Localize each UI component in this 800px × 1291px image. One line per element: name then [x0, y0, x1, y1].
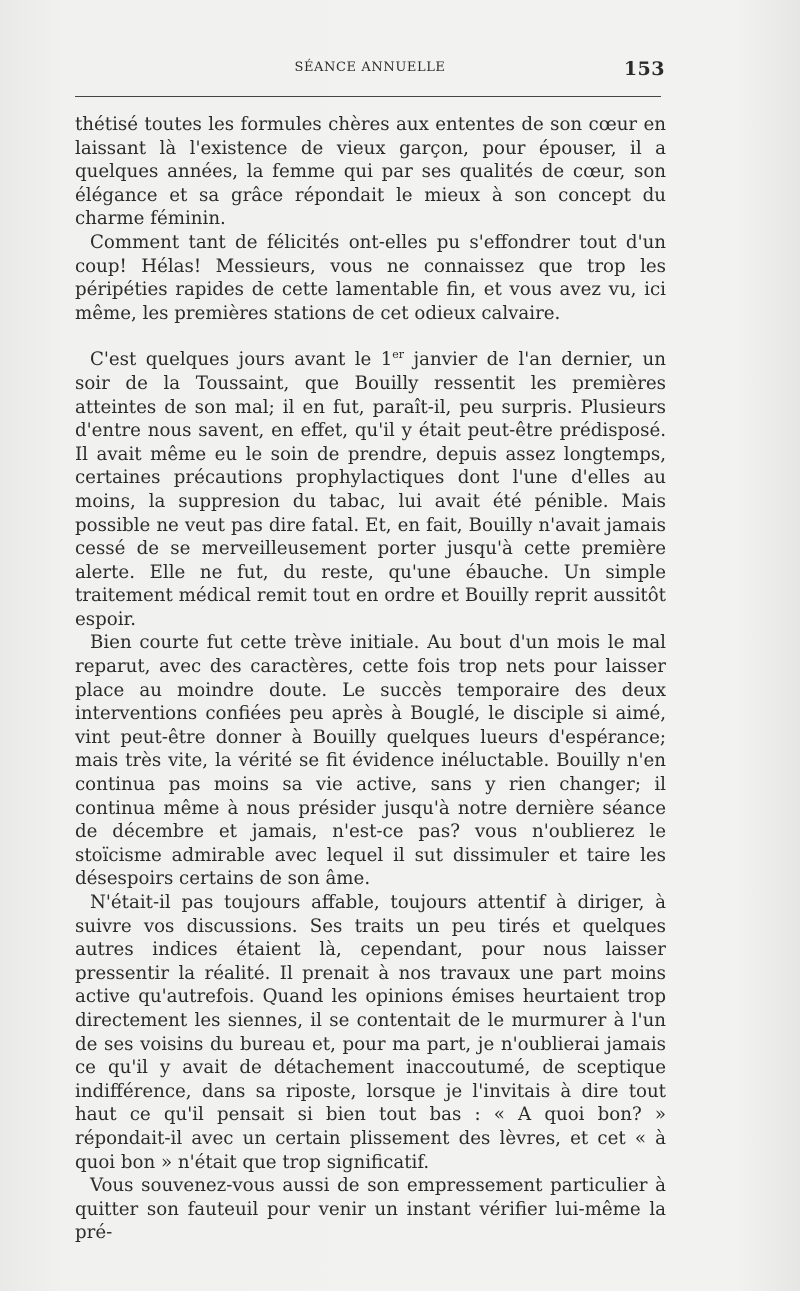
paragraph-continued: thétisé toutes les formules chères aux ententes de son cœur en laissant là l'existence de vieux garçon, pour épouser, il a quelques années, la femme qui par ses qualités de cœur, son élégance et sa grâce répondait le mieux à son concept du charme féminin.	[75, 114, 666, 230]
ordinal-superscript: er	[392, 348, 405, 362]
running-head: SÉANCE ANNUELLE	[294, 60, 446, 75]
page-header	[75, 58, 665, 82]
paragraph-with-date	[75, 348, 666, 631]
paragraph: N'était-il pas toujours affable, toujours attentif à diriger, à suivre vos discussions. Ses traits un peu tirés et quelques autres indices étaient là, cependant, pour nous laisser pressentir la réalité. Il prenait à nos travaux une part moins active qu'autrefois. Quand les opinions émises heurtaient trop directement les siennes, il se contentait de le murmurer à l'un de ses voisins du bureau et, pour ma part, je n'oublierai jamais ce qu'il y avait de détachement inaccoutumé, de sceptique indifférence, dans sa riposte, lorsque je l'invitais à dire tout haut ce qu'il pensait si bien tout bas : « A quoi bon? » répondait-il avec un certain plissement des lèvres, et cet « à quoi bon » n'était que trop significatif.	[75, 892, 666, 1173]
page-number: 153	[623, 58, 665, 80]
paragraph: Comment tant de félicités ont-elles pu s'effondrer tout d'un coup! Hélas! Messieurs, vous ne connaissez que trop les péripéties rapides de cette lamentable fin, et vous avez vu, ici même, les premières stations de cet odieux calvaire.	[75, 231, 666, 324]
paragraph-text-start: C'est quelques jours avant le 1	[90, 349, 393, 371]
header-rule	[75, 96, 661, 97]
paragraph: Bien courte fut cette trève initiale. Au bout d'un mois le mal reparut, avec des caractères, cette fois trop nets pour laisser place au moindre doute. Le succès temporaire des deux interventions confiées peu après à Bouglé, le disciple si aimé, vint peut-être donner à Bouilly quelques lueurs d'espérance; mais très vite, la vérité se fit évidence inéluctable. Bouilly n'en continua pas moins sa vie active, sans y rien changer; il continua même à nous présider jusqu'à notre dernière séance de décembre et jamais, n'est-ce pas? vous n'oublierez le stoïcisme admirable avec lequel il sut dissimuler et taire les désespoirs certains de son âme.	[75, 632, 666, 890]
paragraph-truncated: Vous souvenez-vous aussi de son empressement particulier à quitter son fauteuil pour venir un instant vérifier lui-même la pré-	[75, 1175, 666, 1244]
body-text	[75, 113, 666, 1245]
paragraph-text-end: janvier de l'an dernier, un soir de la Toussaint, que Bouilly ressentit les premières atteintes de son mal; il en fut, paraît-il, peu surpris. Plusieurs d'entre nous savent, en effet, qu'il y était peut-être prédisposé. Il avait même eu le soin de prendre, depuis assez longtemps, certaines précautions prophylactiques dont l'une d'elles au moins, la suppresion du tabac, lui avait été pénible. Mais possible ne veut pas dire fatal. Et, en fait, Bouilly n'avait jamais cessé de se merveilleusement porter jusqu'à cette première alerte. Elle ne fut, du reste, qu'une ébauche. Un simple traitement médical remit tout en ordre et Bouilly reprit aussitôt espoir.	[75, 349, 666, 630]
